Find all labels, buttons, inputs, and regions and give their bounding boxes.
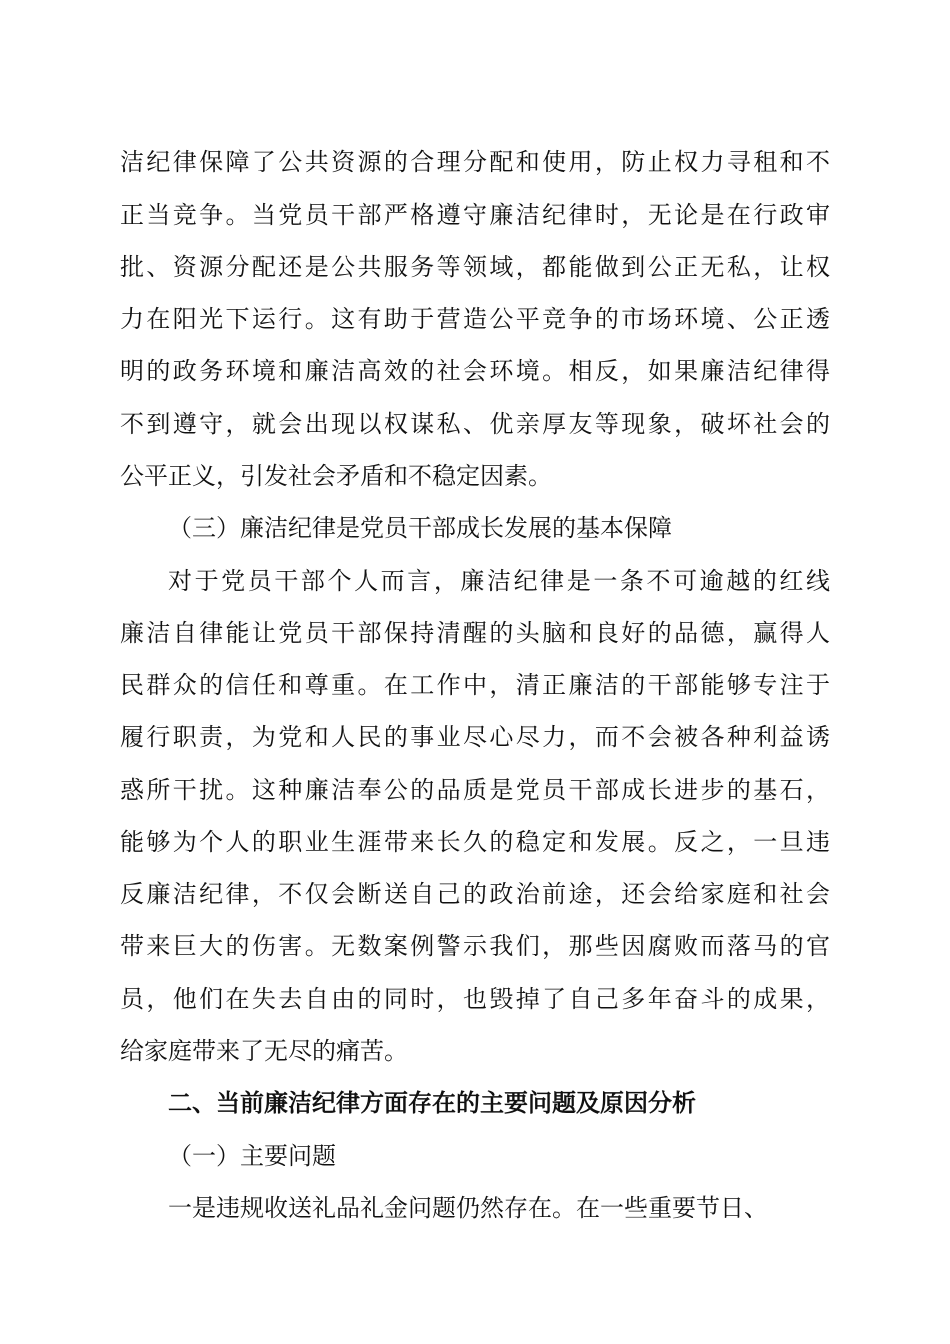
paragraph-line: 员，他们在失去自由的同时，也毁掉了自己多年奋斗的成果， [120,985,830,1013]
paragraph-line: 履行职责，为党和人民的事业尽心尽力，而不会被各种利益诱 [120,723,830,751]
paragraph-line: 批、资源分配还是公共服务等领域，都能做到公正无私，让权 [120,253,830,281]
paragraph-line: 对于党员干部个人而言，廉洁纪律是一条不可逾越的红线 [168,567,830,595]
paragraph-line: 惑所干扰。这种廉洁奉公的品质是党员干部成长进步的基石， [120,776,830,804]
paragraph-line: 给家庭带来了无尽的痛苦。 [120,1037,408,1065]
paragraph-line: 带来巨大的伤害。无数案例警示我们，那些因腐败而落马的官 [120,932,830,960]
paragraph-line: 正当竞争。当党员干部严格遵守廉洁纪律时，无论是在行政审 [120,201,830,229]
paragraph-line: 民群众的信任和尊重。在工作中，清正廉洁的干部能够专注于 [120,671,830,699]
subsection-heading: （一）主要问题 [168,1142,336,1170]
paragraph-line: 反廉洁纪律，不仅会断送自己的政治前途，还会给家庭和社会 [120,880,830,908]
paragraph-line: 廉洁自律能让党员干部保持清醒的头脑和良好的品德，赢得人 [120,619,830,647]
paragraph-line: 洁纪律保障了公共资源的合理分配和使用，防止权力寻租和不 [120,148,830,176]
paragraph-line: 能够为个人的职业生涯带来长久的稳定和发展。反之，一旦违 [120,828,830,856]
paragraph-line: 不到遵守，就会出现以权谋私、优亲厚友等现象，破坏社会的 [120,410,830,438]
paragraph-line: 一是违规收送礼品礼金问题仍然存在。在一些重要节日、 [168,1194,768,1222]
section-heading: （三）廉洁纪律是党员干部成长发展的基本保障 [168,514,672,542]
chapter-heading: 二、当前廉洁纪律方面存在的主要问题及原因分析 [168,1089,696,1117]
paragraph-line: 公平正义，引发社会矛盾和不稳定因素。 [120,462,552,490]
paragraph-line: 明的政务环境和廉洁高效的社会环境。相反，如果廉洁纪律得 [120,357,830,385]
paragraph-line: 力在阳光下运行。这有助于营造公平竞争的市场环境、公正透 [120,305,830,333]
